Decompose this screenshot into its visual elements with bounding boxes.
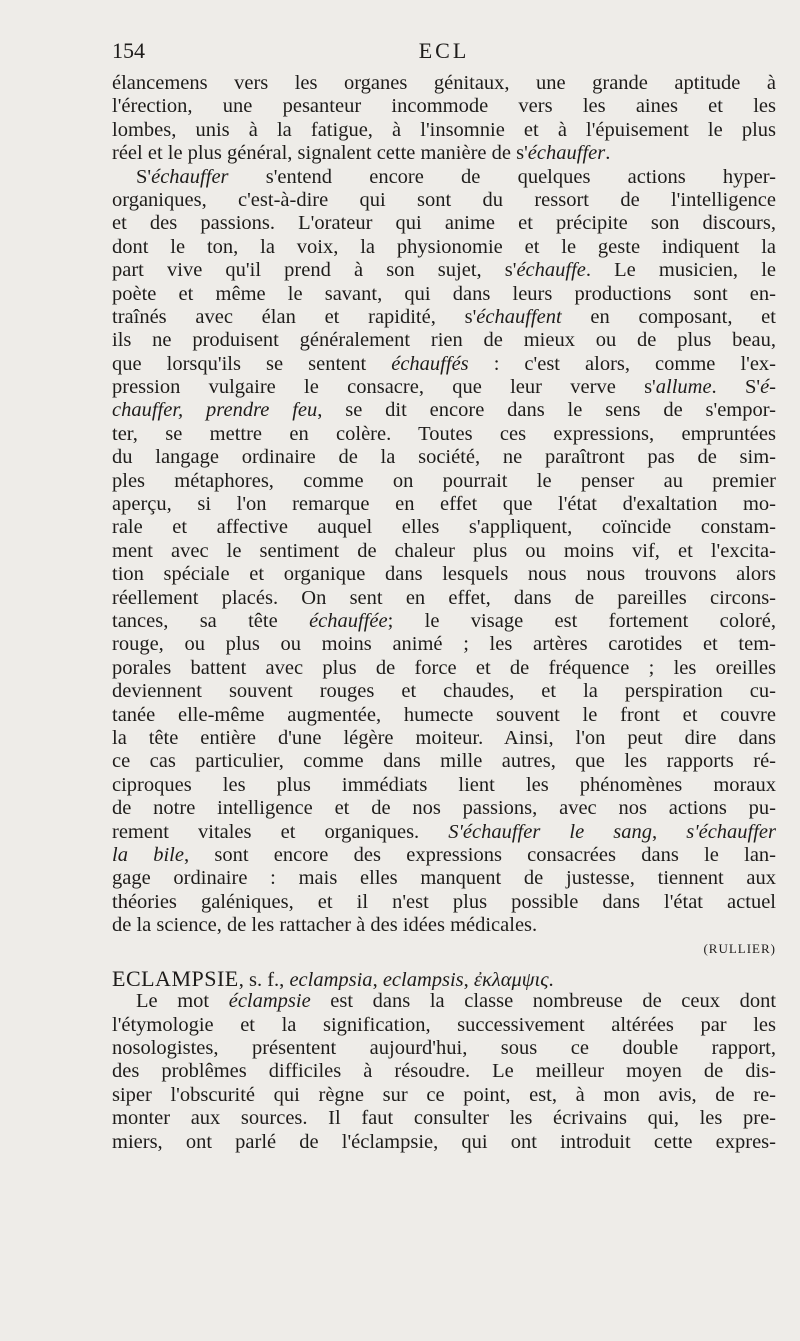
text-line	[112, 540, 776, 563]
text-run: que lorsqu'ils se sentent	[112, 352, 392, 375]
text-line	[112, 353, 776, 376]
text-run: en composant, et	[561, 305, 776, 328]
text-line	[112, 821, 776, 844]
text-run: réel et le plus général, signalent cette manière de s'	[112, 142, 528, 165]
text-line	[112, 610, 776, 633]
text-line	[112, 189, 776, 212]
italic-text: la bile	[112, 843, 184, 866]
entry-grammar: , s. f.,	[238, 968, 290, 991]
text-run: rouge, ou plus ou moins animé ; les artères carotides et tem-	[112, 633, 776, 656]
text-run: dont le ton, la voix, la physionomie et le geste indiquent la	[112, 235, 776, 258]
text-line	[112, 1107, 776, 1130]
text-run: , se dit encore dans le sens de s'empor-	[317, 399, 776, 422]
text-line	[112, 844, 776, 867]
text-line	[112, 1084, 776, 1107]
text-run: ment avec le sentiment de chaleur plus ou moins vif, et l'excita-	[112, 539, 776, 562]
text-line	[112, 891, 776, 914]
text-run: ; le visage est fortement coloré,	[387, 609, 776, 632]
text-run: ples métaphores, comme on pourrait le penser au premier	[112, 469, 776, 492]
text-run: deviennent souvent rouges et chaudes, et la perspiration cu-	[112, 680, 776, 703]
text-run: S'	[136, 165, 152, 188]
text-line	[112, 990, 776, 1013]
italic-text: s'échauffer	[686, 820, 776, 843]
text-line	[112, 750, 776, 773]
text-run: ter, se mettre en colère. Toutes ces expressions, empruntées	[112, 422, 776, 445]
text-run: de notre intelligence et de nos passions, avec nos actions pu-	[112, 797, 776, 820]
text-line	[112, 399, 776, 422]
entry-separator-2: ,	[463, 968, 474, 991]
text-run: traînés avec élan et rapidité, s'	[112, 305, 477, 328]
text-run: élancemens vers les organes génitaux, une grande aptitude à	[112, 72, 776, 94]
text-line	[112, 470, 776, 493]
text-line	[112, 563, 776, 586]
entry-heading	[112, 967, 776, 990]
text-run: Le mot	[136, 990, 229, 1013]
author-signature: (RULLIER)	[703, 941, 776, 957]
text-run: pression vulgaire le consacre, que leur verve s'	[112, 376, 656, 399]
text-run: et des passions. L'orateur qui anime et précipite son discours,	[112, 212, 776, 235]
text-run: tances, sa tête	[112, 609, 310, 632]
text-line	[112, 259, 776, 282]
paragraph	[112, 166, 776, 938]
text-line	[112, 633, 776, 656]
text-line	[112, 657, 776, 680]
text-line	[112, 142, 776, 165]
italic-text: échauffée	[309, 609, 388, 632]
italic-text: chauffer, prendre feu	[112, 399, 318, 422]
text-run: aperçu, si l'on remarque en effet que l'état d'exaltation mo-	[112, 493, 776, 516]
text-run: l'étymologie et la signification, successivement altérées par les	[112, 1013, 776, 1036]
entry-separator: ,	[372, 968, 383, 991]
text-run: la tête entière d'une légère moiteur. Ainsi, l'on peut dire dans	[112, 726, 776, 749]
italic-text: échauffer	[527, 142, 606, 165]
paragraph	[112, 72, 776, 166]
text-line	[112, 914, 776, 937]
text-run: ciproques les plus immédiats lient les phénomènes moraux	[112, 773, 776, 796]
italic-text: S'échauffer le sang	[448, 820, 653, 843]
text-run: organiques, c'est-à-dire qui sont du ressort de l'intelligence	[112, 188, 776, 211]
text-line	[112, 493, 776, 516]
text-line	[112, 1060, 776, 1083]
text-line	[112, 329, 776, 352]
text-run: ils ne produisent généralement rien de mieux ou de plus beau,	[112, 329, 776, 352]
text-run: ce cas particulier, comme dans mille autres, que les rapports ré-	[112, 750, 776, 773]
text-run: lombes, unis à la fatigue, à l'insomnie et à l'épuisement le plus	[112, 118, 776, 141]
text-run: est dans la classe nombreuse de ceux dont	[310, 990, 776, 1013]
text-line	[112, 236, 776, 259]
text-run: poète et même le savant, qui dans leurs productions sont en-	[112, 282, 776, 305]
entry-end: .	[548, 968, 554, 991]
text-line	[112, 727, 776, 750]
text-line	[112, 680, 776, 703]
text-line	[112, 1037, 776, 1060]
italic-text: échauffés	[391, 352, 469, 375]
text-run: .	[605, 142, 611, 165]
text-line	[112, 516, 776, 539]
text-line	[112, 704, 776, 727]
text-run: gage ordinaire : mais elles manquent de justesse, tiennent aux	[112, 867, 776, 890]
text-run: part vive qu'il prend à son sujet, s'	[112, 259, 517, 282]
italic-text: échauffent	[476, 305, 562, 328]
text-line	[112, 119, 776, 142]
text-run: , sont encore des expressions consacrées dans le lan-	[183, 843, 776, 866]
text-run: siper l'obscurité qui règne sur ce point, est, à mon avis, de re-	[112, 1083, 776, 1106]
text-line	[112, 166, 776, 189]
text-run: . S'	[711, 376, 761, 399]
text-run: ,	[652, 820, 687, 843]
text-run: théories galéniques, et il n'est plus possible dans l'état actuel	[112, 890, 776, 913]
entry-latin-2: eclampsis	[382, 968, 464, 991]
text-line	[112, 774, 776, 797]
text-run: du langage ordinaire de la société, ne paraîtront pas de sim-	[112, 446, 776, 469]
article-paragraphs	[112, 72, 776, 937]
text-run: des problêmes difficiles à résoudre. Le meilleur moyen de dis-	[112, 1060, 776, 1083]
italic-text: échauffe	[516, 259, 586, 282]
text-line	[112, 1131, 776, 1154]
text-run: réellement placés. On sent en effet, dans de pareilles circons-	[112, 586, 776, 609]
text-run: miers, ont parlé de l'éclampsie, qui ont introduit cette expres-	[112, 1130, 776, 1153]
text-line	[112, 306, 776, 329]
text-run: nosologistes, présentent aujourd'hui, sous ce double rapport,	[112, 1037, 776, 1060]
entry-latin-1: eclampsia	[289, 968, 373, 991]
text-line	[112, 283, 776, 306]
text-run: porales battent avec plus de force et de fréquence ; les oreilles	[112, 656, 776, 679]
italic-text: éclampsie	[228, 990, 311, 1013]
italic-text: échauffer	[151, 165, 229, 188]
text-line	[112, 423, 776, 446]
entry-headword: ECLAMPSIE	[112, 966, 239, 991]
text-line	[112, 376, 776, 399]
text-run: . Le musicien, le	[585, 259, 776, 282]
running-head	[112, 38, 776, 68]
text-line	[112, 212, 776, 235]
text-run: tion spéciale et organique dans lesquels nous nous trouvons alors	[112, 563, 776, 586]
text-run: rale et affective auquel elles s'appliquent, coïncide constam-	[112, 516, 776, 539]
text-run: l'érection, une pesanteur incommode vers les aines et les	[112, 95, 776, 118]
text-line	[112, 867, 776, 890]
text-run: : c'est alors, comme l'ex-	[468, 352, 776, 375]
text-line	[112, 797, 776, 820]
text-run: de la science, de les rattacher à des idées médicales.	[112, 914, 538, 937]
text-line	[112, 446, 776, 469]
text-line	[112, 95, 776, 118]
page-number: 154	[112, 38, 145, 63]
entry-greek: ἐκλαμψις	[473, 968, 549, 991]
italic-text: é-	[760, 376, 776, 399]
body-text	[112, 72, 776, 1154]
text-run: tanée elle-même augmentée, humecte souvent le front et couvre	[112, 703, 776, 726]
text-line	[112, 72, 776, 95]
text-run: monter aux sources. Il faut consulter les écrivains qui, les pre-	[112, 1107, 776, 1130]
italic-text: allume	[655, 376, 712, 399]
entry-paragraph	[112, 990, 776, 1154]
text-line	[112, 1014, 776, 1037]
text-line	[112, 587, 776, 610]
text-run: rement vitales et organiques.	[112, 820, 449, 843]
running-title: ECL	[418, 38, 470, 63]
text-run: s'entend encore de quelques actions hyper-	[228, 165, 776, 188]
